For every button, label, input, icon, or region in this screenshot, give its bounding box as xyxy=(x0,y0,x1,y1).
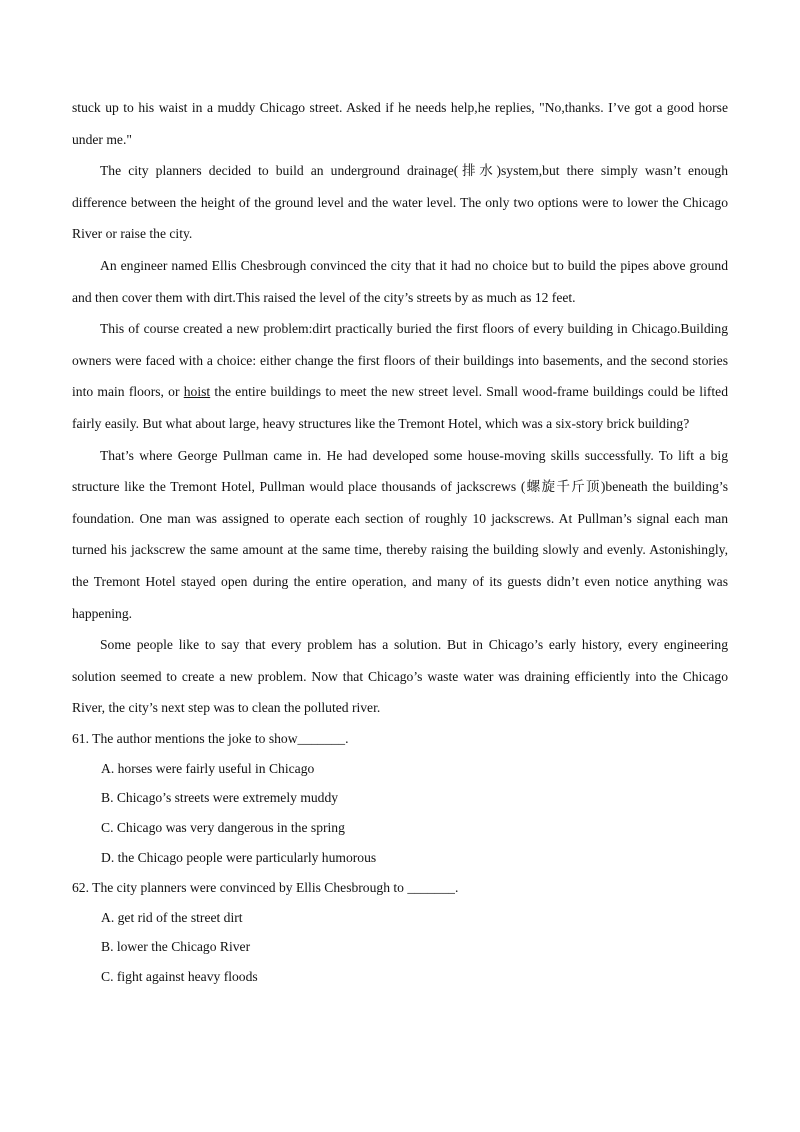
passage-paragraph-6: Some people like to say that every problem has a solution. But in Chicago’s early history, every engineering solution seemed to create a new problem. Now that Chicago’s waste water was draining efficiently into the Chicago River, the city’s next step was to clean the polluted river. xyxy=(72,637,728,716)
passage-paragraph-1: stuck up to his waist in a muddy Chicago street. Asked if he needs help,he replies, "No,thanks. I’ve got a good horse under me." xyxy=(72,100,728,147)
question-62-option-b: B. lower the Chicago River xyxy=(101,939,251,955)
question-61-option-a: A. horses were fairly useful in Chicago xyxy=(101,760,315,776)
question-61-option-d: D. the Chicago people were particularly humorous xyxy=(101,850,377,866)
question-62 xyxy=(72,873,728,992)
passage-paragraph-5: That’s where George Pullman came in. He had developed some house-moving skills successfully. To lift a big structure like the Tremont Hotel, Pullman would place thousands of jackscrews (螺旋千斤顶)beneath the building’s foundation. One man was assigned to operate each section of roughly 10 jackscrews. At Pullman’s signal each man turned his jackscrew the same amount at the same time, thereby raising the building slowly and evenly. Astonishingly, the Tremont Hotel stayed open during the entire operation, and many of its guests didn’t even notice anything was happening. xyxy=(72,447,728,621)
passage-paragraph-3: An engineer named Ellis Chesbrough convinced the city that it had no choice but to build the pipes above ground and then cover them with dirt.This raised the level of the city’s streets by as much as 12 feet. xyxy=(72,257,728,305)
question-61 xyxy=(72,724,728,873)
question-62-stem: 62. The city planners were convinced by Ellis Chesbrough to _______. xyxy=(72,879,459,895)
paragraph-4-text-start: This of course created a new problem:dirt practically buried the first floors of every building in Chicago.Building owners were faced with a choice: either change the first floors of their buildings into basements, and the second stories into main floors, or xyxy=(72,321,728,400)
passage-paragraph-2: The city planners decided to build an underground drainage(排水)system,but there simply wasn’t enough difference between the height of the ground level and the water level. The only two options were to lower the Chicago River or raise the city. xyxy=(72,163,728,242)
passage-paragraph-4 xyxy=(72,313,728,439)
underlined-word-hoist: hoist xyxy=(183,384,211,400)
question-61-option-b: B. Chicago’s streets were extremely muddy xyxy=(101,790,339,806)
question-61-stem: 61. The author mentions the joke to show_______. xyxy=(72,730,349,746)
paragraph-4-text-end: the entire buildings to meet the new street level. Small wood-frame buildings could be lifted fairly easily. But what about large, heavy structures like the Tremont Hotel, which was a six-story brick building? xyxy=(72,384,728,431)
question-62-option-a: A. get rid of the street dirt xyxy=(101,909,243,925)
question-62-option-c: C. fight against heavy floods xyxy=(101,969,258,985)
document-page xyxy=(72,92,728,992)
question-61-option-c: C. Chicago was very dangerous in the spring xyxy=(101,820,345,836)
